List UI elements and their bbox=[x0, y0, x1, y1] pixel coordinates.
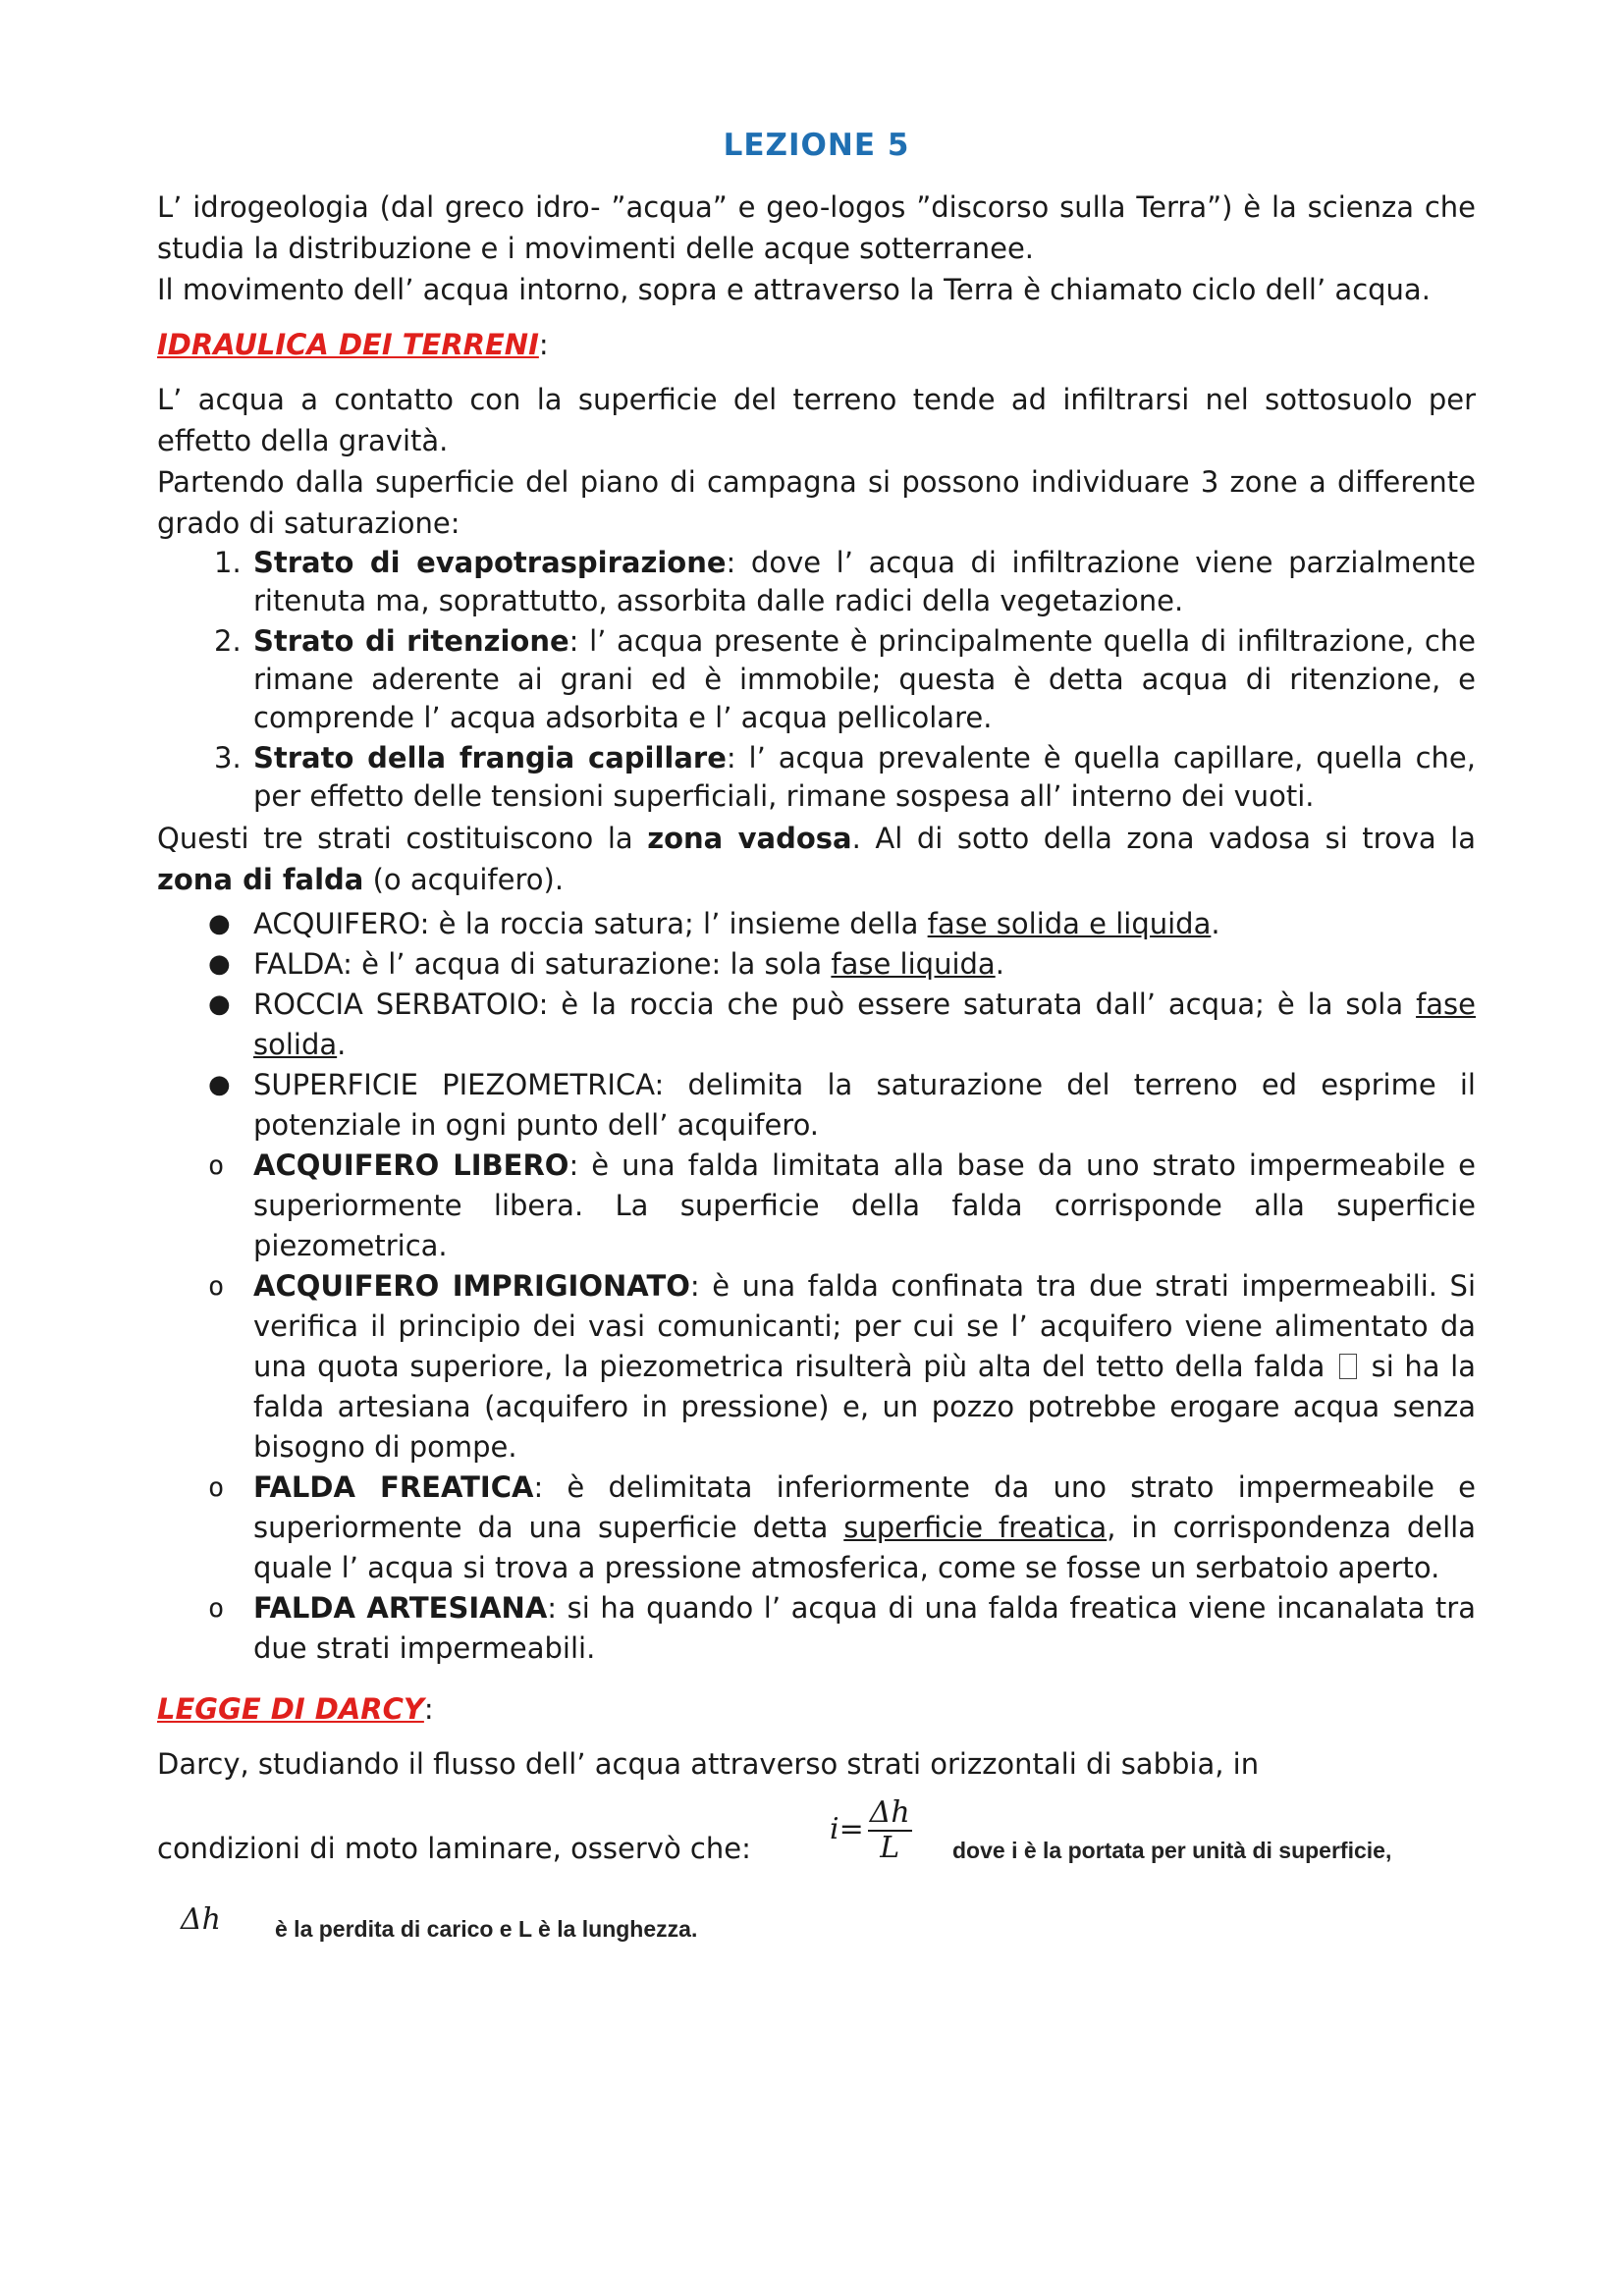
zona-paragraph: Questi tre strati costituiscono la zona vadosa. Al di sotto della zona vadosa si trova la zona di falda (o acquifero). bbox=[157, 822, 1477, 896]
bullet-icon: ● bbox=[208, 1070, 231, 1099]
page-title: LEZIONE 5 bbox=[723, 128, 910, 163]
circle-bullet-icon: o bbox=[208, 1271, 225, 1302]
darcy-last-row bbox=[157, 1902, 1476, 1971]
delta-h-description: è la perdita di carico e L è la lunghezza. bbox=[275, 1916, 698, 1942]
delta-h-symbol: Δh bbox=[181, 1902, 221, 1937]
strati-list bbox=[157, 544, 1476, 816]
s1-paragraph-1: L’ acqua a contatto con la superficie del terreno tende ad infiltrarsi nel sottosuolo per effetto della gravità. bbox=[157, 383, 1476, 457]
list-item: ● FALDA: è l’ acqua di saturazione: la sola fase liquida. bbox=[157, 944, 1476, 985]
darcy-formula: i= $\frac{\Delta h}{L}$ bbox=[830, 1795, 910, 1865]
list-item: 1. Strato di evapotraspirazione: dove l’ acqua di infiltrazione viene parzialmente ritenuta ma, soprattutto, assorbita dalle radici della vegetazione. bbox=[214, 546, 1476, 617]
darcy-formula-row bbox=[157, 1790, 1476, 1881]
circle-bullet-icon: o bbox=[208, 1472, 225, 1503]
list-item: ● ACQUIFERO: è la roccia satura; l’ insieme della fase solida e liquida. bbox=[157, 904, 1476, 944]
bullet-icon: ● bbox=[208, 909, 231, 938]
s1-paragraph-2: Partendo dalla superficie del piano di campagna si possono individuare 3 zone a differente grado di saturazione: bbox=[157, 465, 1476, 540]
list-item: 3. Strato della frangia capillare: l’ acqua prevalente è quella capillare, quella che, per effetto delle tensioni superficiali, rimane sospesa all’ interno dei vuoti. bbox=[214, 741, 1476, 813]
section-title: LEGGE DI DARCY bbox=[157, 1692, 424, 1726]
document-page bbox=[157, 128, 1476, 1971]
list-item: o FALDA ARTESIANA: si ha quando l’ acqua di una falda freatica viene incanalata tra due strati impermeabili. bbox=[157, 1588, 1476, 1669]
list-item: ● SUPERFICIE PIEZOMETRICA: delimita la saturazione del terreno ed esprime il potenziale in ogni punto dell’ acquifero. bbox=[157, 1065, 1476, 1146]
missing-glyph-icon bbox=[1339, 1354, 1357, 1379]
circle-bullet-icon: o bbox=[208, 1593, 225, 1624]
bullet-icon: ● bbox=[208, 989, 231, 1019]
section-title: IDRAULICA DEI TERRENI bbox=[157, 328, 539, 361]
list-item: ● ROCCIA SERBATOIO: è la roccia che può essere saturata dall’ acqua; è la sola fase solida. bbox=[157, 985, 1476, 1065]
section-heading-idraulica: IDRAULICA DEI TERRENI: bbox=[157, 328, 549, 361]
bullet-icon: ● bbox=[208, 949, 231, 979]
list-item: o FALDA FREATICA: è delimitata inferiormente da uno strato impermeabile e superiormente da una superficie detta superficie freatica, in corrispondenza della quale l’ acqua si trova a pressione atmosferica, come se fosse un serbatoio aperto. bbox=[157, 1468, 1476, 1588]
darcy-line-1: Darcy, studiando il flusso dell’ acqua attraverso strati orizzontali di sabbia, in bbox=[157, 1747, 1260, 1781]
definitions-list bbox=[157, 904, 1476, 1669]
intro-paragraph-1: L’ idrogeologia (dal greco idro- ”acqua” e geo-logos ”discorso sulla Terra”) è la scienza che studia la distribuzione e i movimenti delle acque sotterranee. bbox=[157, 190, 1476, 265]
list-item: o ACQUIFERO IMPRIGIONATO: è una falda confinata tra due strati impermeabili. Si verifica il principio dei vasi comunicanti; per cui se l’ acquifero viene alimentato da una quota superiore, la piezometrica risulterà più alta del tetto della falda si ha la falda artesiana (acquifero in pressione) e, un pozzo potrebbe erogare acqua senza bisogno di pompe. bbox=[157, 1266, 1476, 1468]
list-item: 2. Strato di ritenzione: l’ acqua presente è principalmente quella di infiltrazione, che rimane aderente ai grani ed è immobile; questa è detta acqua di ritenzione, e comprende l’ acqua adsorbita e l’ acqua pellicolare. bbox=[214, 624, 1477, 734]
circle-bullet-icon: o bbox=[208, 1150, 225, 1181]
formula-description: dove i è la portata per unità di superficie, bbox=[952, 1838, 1392, 1863]
intro-paragraph-2: Il movimento dell’ acqua intorno, sopra e attraverso la Terra è chiamato ciclo dell’ acqua. bbox=[157, 273, 1431, 306]
section-heading-darcy: LEGGE DI DARCY: bbox=[157, 1692, 434, 1726]
darcy-line-2: condizioni di moto laminare, osservò che: bbox=[157, 1832, 751, 1865]
list-item: o ACQUIFERO LIBERO: è una falda limitata alla base da uno strato impermeabile e superiormente libera. La superficie della falda corrisponde alla superficie piezometrica. bbox=[157, 1146, 1476, 1266]
